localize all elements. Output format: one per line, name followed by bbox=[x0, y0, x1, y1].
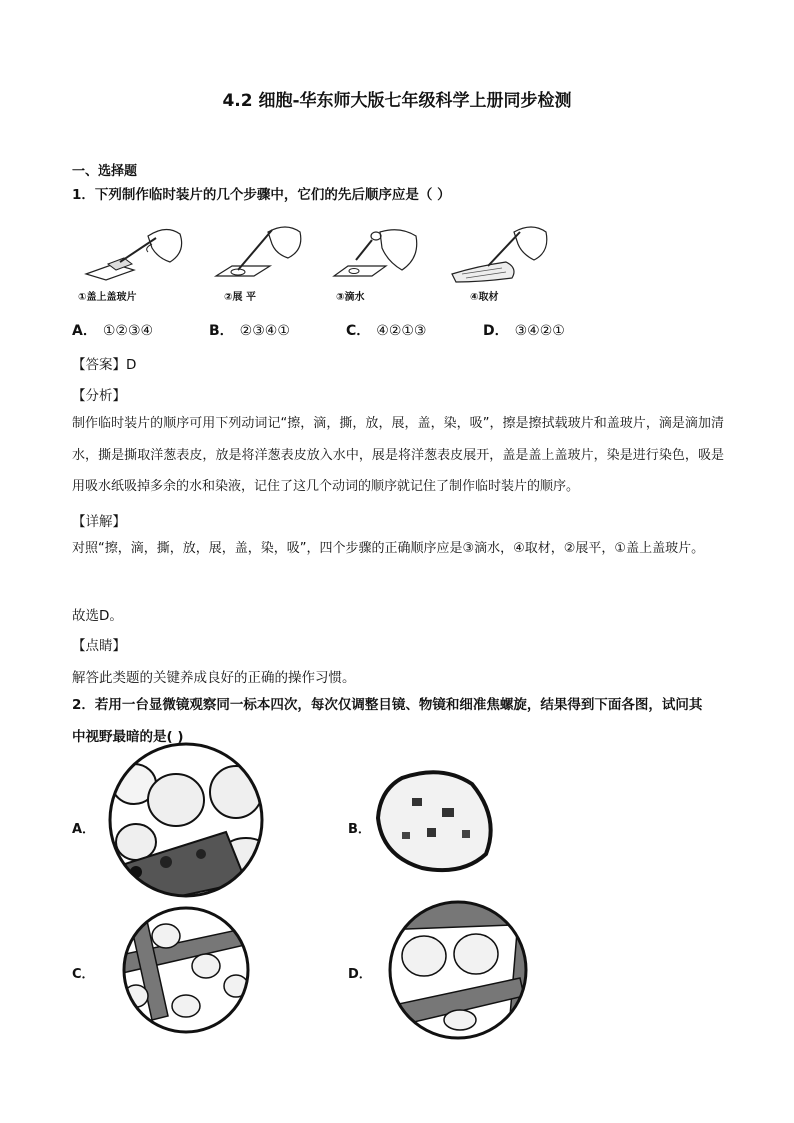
microscope-view-a[interactable] bbox=[106, 762, 266, 892]
step-water-drop-illustration bbox=[328, 222, 438, 292]
step-caption-2: ②展 平 bbox=[224, 292, 256, 303]
q2-option-a-label[interactable]: A． bbox=[72, 822, 96, 837]
q2-option-b-label[interactable]: B． bbox=[348, 822, 371, 837]
microscope-view-c[interactable] bbox=[106, 906, 266, 1036]
q2-option-d-label[interactable]: D． bbox=[348, 967, 372, 982]
comment-tag: 【点睛】 bbox=[72, 638, 126, 654]
section-heading: 一、选择题 bbox=[72, 164, 138, 179]
option-a[interactable]: A． ①②③④ bbox=[72, 323, 154, 339]
q1-step-figure bbox=[78, 222, 558, 302]
question-1-stem: 1．下列制作临时装片的几个步骤中，它们的先后顺序应是（ ） bbox=[72, 187, 451, 203]
option-d[interactable]: D． ③④②① bbox=[483, 323, 565, 339]
step-spread-illustration bbox=[210, 222, 320, 292]
step-sample-illustration bbox=[448, 222, 558, 292]
analysis-text: 制作临时装片的顺序可用下列动词记“擦，滴，撕，放，展，盖，染，吸”，擦是擦拭载玻片和盖玻片，滴是滴加清水，撕是撕取洋葱表皮，放是将洋葱表皮放入水中，展是将洋葱表皮展开，盖是盖上盖玻片，染是进行染色，吸是用吸水纸吸掉多余的水和染液，记住了这几个动词的顺序就记住了制作临时装片的顺序。 bbox=[72, 416, 724, 494]
step-cover-slip-illustration bbox=[78, 222, 188, 292]
analysis-tag: 【分析】 bbox=[72, 388, 126, 404]
step-caption-4: ④取材 bbox=[470, 292, 499, 303]
question-2-stem-line2: 中视野最暗的是( ) bbox=[72, 729, 184, 745]
q2-option-c-label[interactable]: C． bbox=[72, 967, 95, 982]
page-title: 4.2 细胞-华东师大版七年级科学上册同步检测 bbox=[222, 91, 572, 111]
step-caption-1: ①盖上盖玻片 bbox=[78, 292, 137, 303]
question-2-stem-line1: 2．若用一台显微镜观察同一标本四次，每次仅调整目镜、物镜和细准焦螺旋，结果得到下面各图，试问其 bbox=[72, 697, 703, 713]
detail-text: 对照“擦，滴，撕，放，展，盖，染，吸”，四个步骤的正确顺序应是③滴水，④取材，②展平，①盖上盖玻片。 bbox=[72, 541, 705, 556]
option-c[interactable]: C． ④②①③ bbox=[346, 323, 427, 339]
microscope-view-d[interactable] bbox=[380, 900, 540, 1040]
option-b[interactable]: B． ②③④① bbox=[209, 323, 290, 339]
answer-line: 【答案】D bbox=[72, 357, 137, 373]
comment-text: 解答此类题的关键养成良好的正确的操作习惯。 bbox=[72, 670, 356, 686]
conclusion-text: 故选D。 bbox=[72, 608, 123, 624]
detail-tag: 【详解】 bbox=[72, 514, 126, 530]
step-caption-3: ③滴水 bbox=[336, 292, 365, 303]
microscope-view-b[interactable] bbox=[372, 768, 512, 878]
